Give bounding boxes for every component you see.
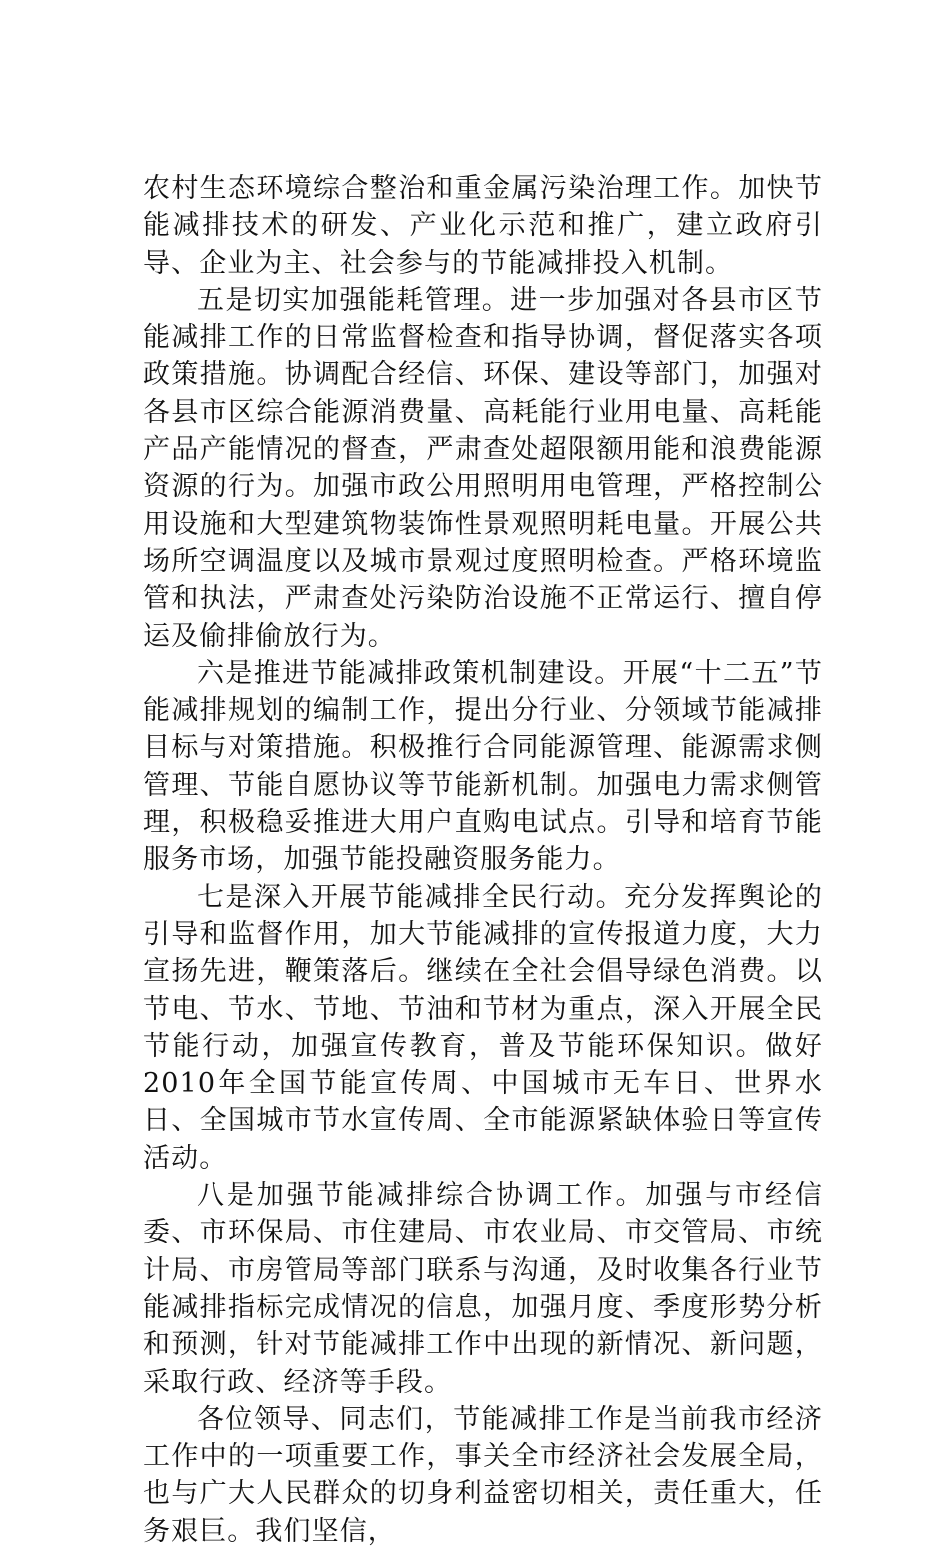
paragraph-item-six: 六是推进节能减排政策机制建设。开展“十二五”节能减排规划的编制工作，提出分行业、分领域节能减排目标与对策措施。积极推行合同能源管理、能源需求侧管理、节能自愿协议等节能新机制。加强电力需求侧管理，积极稳妥推进大用户直购电试点。引导和培育节能服务市场，加强节能投融资服务能力。 xyxy=(143,657,823,876)
paragraph-item-eight: 八是加强节能减排综合协调工作。加强与市经信委、市环保局、市住建局、市农业局、市交管局、市统计局、市房管局等部门联系与沟通，及时收集各行业节能减排指标完成情况的信息，加强月度、季度形势分析和预测，针对节能减排工作中出现的新情况、新问题，采取行政、经济等手段。 xyxy=(143,1180,823,1398)
paragraph-item-seven: 七是深入开展节能减排全民行动。充分发挥舆论的引导和监督作用，加大节能减排的宣传报道力度，大力宣扬先进，鞭策落后。继续在全社会倡导绿色消费。以节电、节水、节地、节油和节材为重点，深入开展全民节能行动，加强宣传教育，普及节能环保知识。做好2010年全国节能宣传周、中国城市无车日、世界水日、全国城市节水宣传周、全市能源紧缺体验日等宣传活动。 xyxy=(143,881,823,1174)
paragraph-continuation: 农村生态环境综合整治和重金属污染治理工作。加快节能减排技术的研发、产业化示范和推广，建立政府引导、企业为主、社会参与的节能减排投入机制。 xyxy=(143,173,823,279)
paragraph-closing: 各位领导、同志们，节能减排工作是当前我市经济工作中的一项重要工作，事关全市经济社会发展全局，也与广大人民群众的切身利益密切相关，责任重大，任务艰巨。我们坚信， xyxy=(143,1403,823,1547)
body-text xyxy=(143,170,823,1550)
paragraph-item-five: 五是切实加强能耗管理。进一步加强对各县市区节能减排工作的日常监督检查和指导协调，督促落实各项政策措施。协调配合经信、环保、建设等部门，加强对各县市区综合能源消费量、高耗能行业用电量、高耗能产品产能情况的督查，严肃查处超限额用能和浪费能源资源的行为。加强市政公用照明用电管理，严格控制公用设施和大型建筑物装饰性景观照明耗电量。开展公共场所空调温度以及城市景观过度照明检查。严格环境监管和执法，严肃查处污染防治设施不正常运行、擅自停运及偷排偷放行为。 xyxy=(143,284,823,652)
